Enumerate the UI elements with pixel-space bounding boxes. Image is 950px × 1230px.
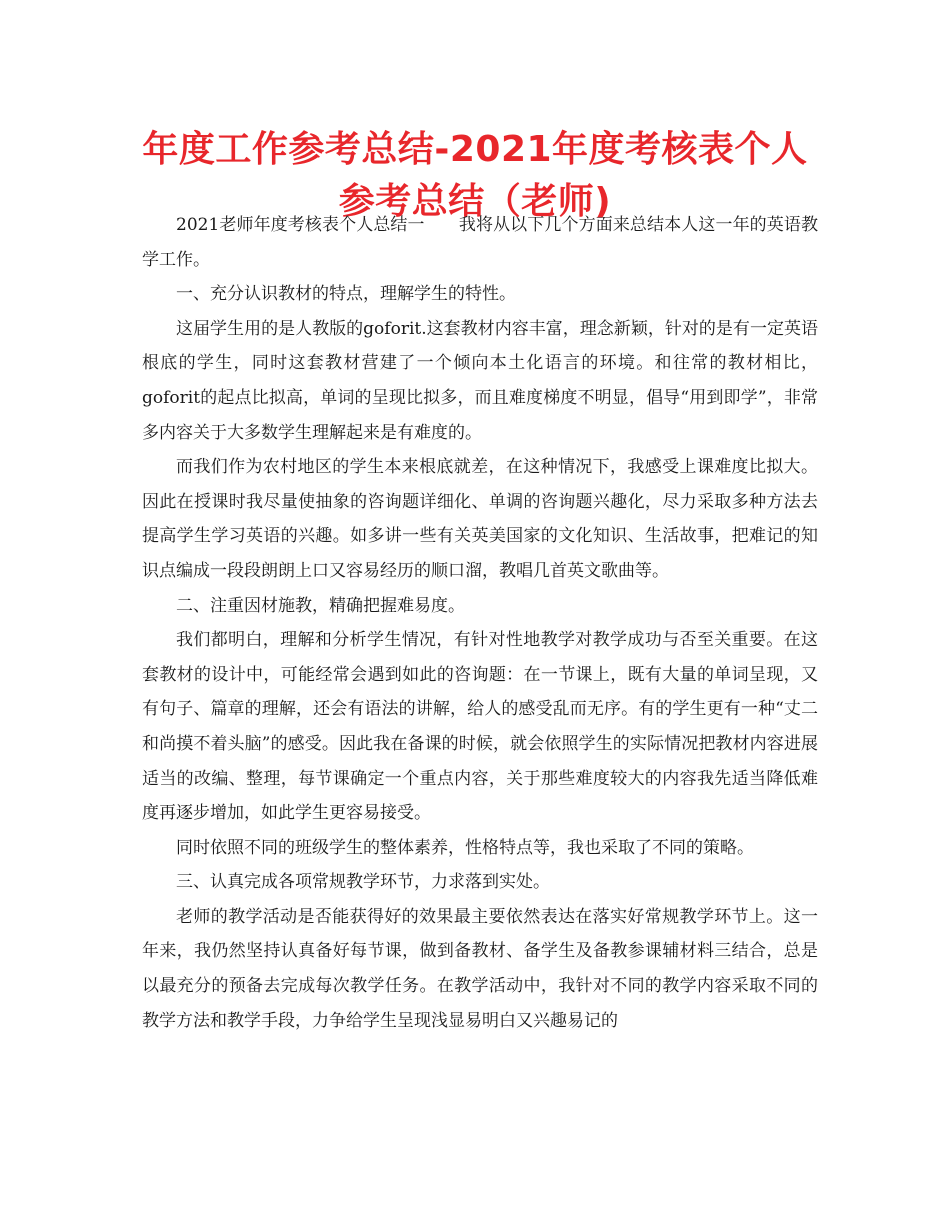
section-heading-2: 二、注重因材施教，精确把握难易度。 xyxy=(176,595,465,616)
paragraph-intro: 2021老师年度考核表个人总结一 我将从以下几个方面来总结本人这一年的英语教学工作。 xyxy=(142,215,818,270)
document-title: 年度工作参考总结-2021年度考核表个人参考总结（老师) xyxy=(142,129,808,222)
paragraph-textbook: 这届学生用的是人教版的goforit.这套教材内容丰富，理念新颖，针对的是有一定英语根底的学生，同时这套教材营建了一个倾向本土化语言的环境。和往常的教材相比，goforit的起点比拟高，单词的呈现比拟多，而且难度梯度不明显，倡导“用到即学”，非常多内容关于大多数学生理解起来是有难度的。 xyxy=(142,318,818,443)
paragraph-rural-students: 而我们作为农村地区的学生本来根底就差，在这种情况下，我感受上课难度比拟大。因此在授课时我尽量使抽象的咨询题详细化、单调的咨询题兴趣化，尽力采取多种方法去提高学生学习英语的兴趣。如多讲一些有关英美国家的文化知识、生活故事，把难记的知识点编成一段段朗朗上口又容易经历的顺口溜，教唱几首英文歌曲等。 xyxy=(142,457,818,581)
section-heading-3: 三、认真完成各项常规教学环节，力求落到实处。 xyxy=(176,872,550,893)
paragraph-strategies: 同时依照不同的班级学生的整体素养，性格特点等，我也采取了不同的策略。 xyxy=(176,837,754,858)
section-heading-1: 一、充分认识教材的特点，理解学生的特性。 xyxy=(176,284,516,305)
paragraph-teaching-analysis: 我们都明白，理解和分析学生情况，有针对性地教学对教学成功与否至关重要。在这套教材的设计中，可能经常会遇到如此的咨询题：在一节课上，既有大量的单词呈现，又有句子、篇章的理解，还会有语法的讲解，给人的感受乱而无序。有的学生更有一种“丈二和尚摸不着头脑”的感受。因此我在备课的时候，就会依照学生的实际情况把教材内容进展适当的改编、整理，每节课确定一个重点内容，关于那些难度较大的内容我先适当降低难度再逐步增加，如此学生更容易接受。 xyxy=(142,630,818,824)
paragraph-routine-teaching: 老师的教学活动是否能获得好的效果最主要依然表达在落实好常规教学环节上。这一年来，我仍然坚持认真备好每节课，做到备教材、备学生及备教参课辅材料三结合，总是以最充分的预备去完成每次教学任务。在教学活动中，我针对不同的教学内容采取不同的教学方法和教学手段，力争给学生呈现浅显易明白又兴趣易记的 xyxy=(142,906,818,1031)
document-body xyxy=(142,208,818,1038)
